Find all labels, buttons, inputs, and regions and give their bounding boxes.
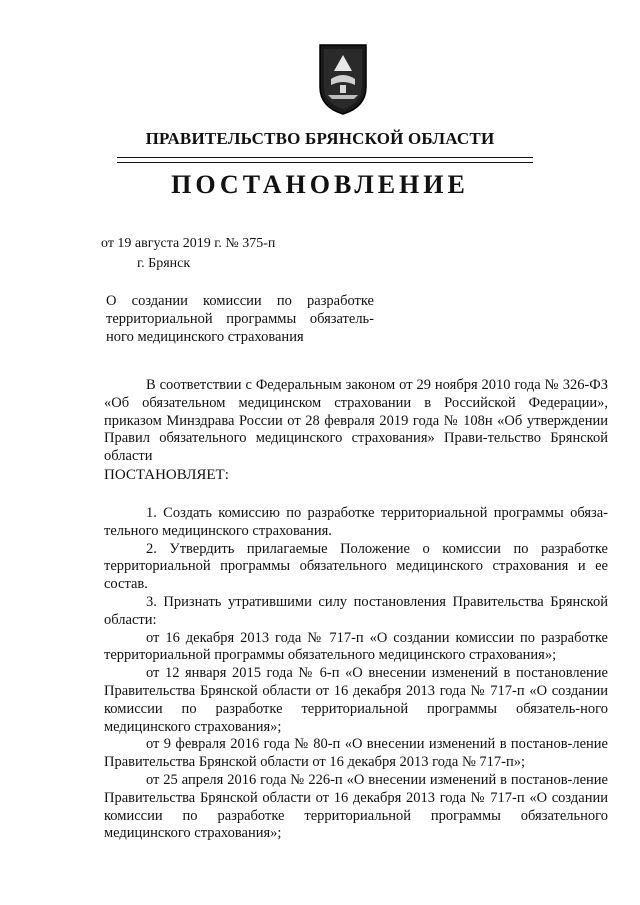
- repealed-act-4: от 25 апреля 2016 года № 226-п «О внесении изменений в постанов-ление Правительства Брянской области от 16 декабря 2013 года № 717-п «О создании комиссии по разработке территориальной программы обязательного медицинского страхования»;: [104, 771, 608, 842]
- preamble-paragraph: В соответствии с Федеральным законом от 29 ноября 2010 года № 326-ФЗ «Об обязательном медицинском страховании в Российской Федерации», приказом Минздрава России от 28 февраля 2019 года № 108н «Об утверждении Правил обязательного медицинского страхования» Прави-тельство Брянской области: [104, 377, 608, 465]
- document-meta: [101, 234, 275, 274]
- city: г. Брянск: [137, 256, 191, 271]
- resolves-heading: ПОСТАНОВЛЯЕТ:: [104, 466, 229, 483]
- date-and-number: от 19 августа 2019 г. № 375-п: [101, 236, 276, 251]
- repealed-act-3: от 9 февраля 2016 года № 80-п «О внесении изменений в постанов-ление Правительства Брянской области от 16 декабря 2013 года № 717-п»;: [104, 736, 608, 771]
- item-3: 3. Признать утратившими силу постановления Правительства Брянской области:: [104, 593, 608, 628]
- organization-title: ПРАВИТЕЛЬСТВО БРЯНСКОЙ ОБЛАСТИ: [145, 129, 495, 148]
- header-rule-bottom: [117, 162, 533, 163]
- coat-of-arms-icon: [314, 41, 372, 117]
- document-body: [104, 377, 608, 843]
- header-rule-top: [117, 157, 533, 158]
- repealed-act-2: от 12 января 2015 года № 6-п «О внесении изменений в постановление Правительства Брянской области от 16 декабря 2013 года № 717-п «О создании комиссии по разработке территориальной программы обязатель-ного медицинского страхования»;: [104, 665, 608, 735]
- document-topic: О создании комиссии по разработке территориальной программы обязатель-ного медицинского страхования: [106, 293, 374, 345]
- item-2: 2. Утвердить прилагаемые Положение о комиссии по разработке территориальной программы обязательного медицинского страхования и ее состав.: [104, 540, 608, 593]
- repealed-act-1: от 16 декабря 2013 года № 717-п «О создании комиссии по разработке территориальной программы обязательного медицинского страхования»;: [104, 629, 608, 664]
- document-type-title: ПОСТАНОВЛЕНИЕ: [171, 170, 469, 199]
- item-1: 1. Создать комиссию по разработке территориальной программы обяза-тельного медицинского страхования.: [104, 504, 608, 539]
